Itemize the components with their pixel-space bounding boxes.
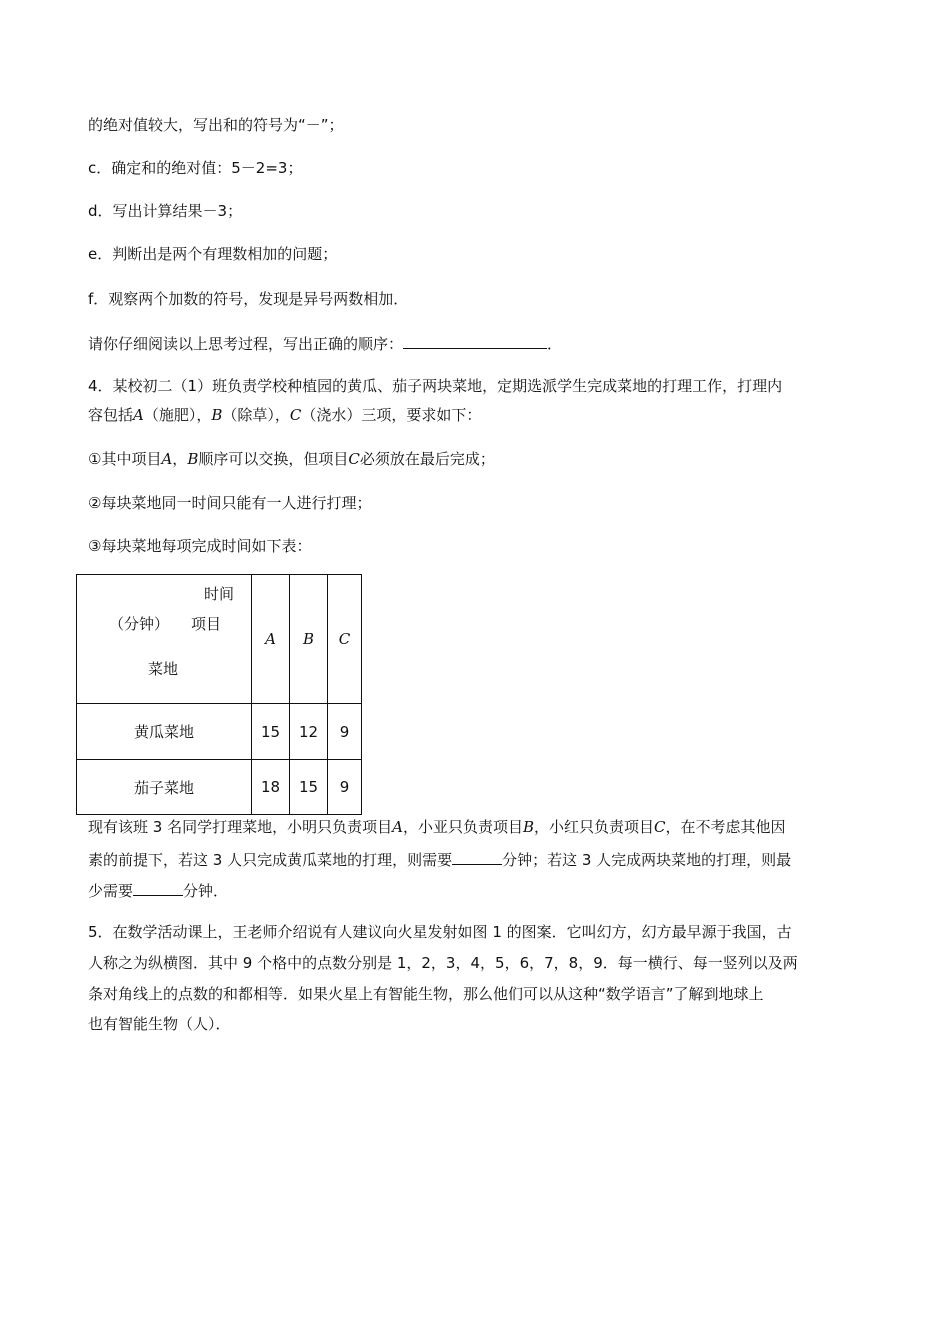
cucumber-minutes-blank[interactable] — [452, 848, 502, 865]
q4-rule-1 — [88, 448, 495, 470]
q4-text: ，小红只负责项目 — [533, 818, 654, 836]
col-header-c: C — [328, 575, 362, 704]
q5-line-4: 也有智能生物（人）． — [88, 1015, 231, 1033]
table-cell: 12 — [290, 704, 328, 760]
table-cell: 9 — [328, 704, 362, 760]
item-c-label: C — [348, 450, 360, 468]
q4-text: 现有该班 3 名同学打理菜地，小明只负责项目 — [88, 818, 393, 836]
step-f: f．观察两个加数的符号，发现是异号两数相加． — [88, 290, 409, 308]
item-a-label: A — [392, 818, 403, 836]
q4-text: 素的前提下，若这 3 人只完成黄瓜菜地的打理，则需要 — [88, 851, 453, 869]
header-time: 时间 — [204, 585, 235, 603]
q4-text: 容包括 — [88, 406, 134, 424]
table-cell: 15 — [290, 760, 328, 815]
q5-line-1: 5．在数学活动课上，王老师介绍说有人建议向火星发射如图 1 的图案．它叫幻方，幻方最早源于我国，古 — [88, 923, 792, 941]
q4-rule-3: ③每块菜地每项完成时间如下表： — [88, 537, 312, 555]
q4-rule-2: ②每块菜地同一时间只能有一人进行打理； — [88, 494, 372, 512]
item-a-label: A — [161, 450, 173, 468]
q4-scenario-3 — [88, 879, 228, 902]
order-prompt — [88, 332, 562, 355]
q4-text: 分钟；若这 3 人完成两块菜地的打理，则最 — [502, 851, 792, 869]
table-cell: 18 — [252, 760, 290, 815]
q5-line-2: 人称之为纵横图．其中 9 个格中的点数分别是 1，2，3，4，5，6，7，8，9．每一横行、每一竖列以及两 — [88, 954, 798, 972]
min-minutes-blank[interactable] — [133, 879, 183, 896]
q4-text: ， — [172, 450, 188, 468]
q4-text: （浇水）三项，要求如下： — [301, 406, 482, 424]
table-row — [77, 704, 362, 760]
q4-text: （施肥）， — [143, 406, 212, 424]
q4-text: （除草）， — [222, 406, 290, 424]
header-minutes: （分钟） — [109, 615, 170, 633]
text-line-sign: 的绝对值较大，写出和的符号为“－”； — [88, 116, 344, 134]
item-b-label: B — [187, 450, 199, 468]
table-cell: 15 — [252, 704, 290, 760]
q4-text: 必须放在最后完成； — [359, 450, 495, 468]
q4-text: 顺序可以交换，但项目 — [198, 450, 349, 468]
step-d: d．写出计算结果－3； — [88, 202, 243, 220]
item-a-label: A — [133, 406, 144, 424]
order-prompt-end: ． — [547, 335, 563, 353]
header-item: 项目 — [191, 615, 222, 633]
q4-scenario-2 — [88, 848, 791, 871]
table-row — [77, 760, 362, 815]
q4-text: ①其中项目 — [88, 450, 162, 468]
q4-scenario-1 — [88, 816, 786, 838]
order-answer-blank[interactable] — [403, 332, 547, 349]
col-header-a: A — [252, 575, 290, 704]
q4-text: 少需要 — [88, 882, 134, 900]
q4-text: ，小亚只负责项目 — [402, 818, 523, 836]
q4-text: ，在不考虑其他因 — [665, 818, 786, 836]
order-prompt-text: 请你仔细阅读以上思考过程，写出正确的顺序： — [88, 335, 404, 353]
step-c: c．确定和的绝对值：5－2=3； — [88, 159, 303, 177]
col-header-b: B — [290, 575, 328, 704]
item-c-label: C — [289, 406, 302, 424]
row-label-eggplant: 茄子菜地 — [77, 760, 252, 815]
step-e: e．判断出是两个有理数相加的问题； — [88, 245, 338, 263]
item-b-label: B — [522, 818, 534, 836]
table-header-corner — [77, 575, 252, 704]
q5-line-3: 条对角线上的点数的和都相等．如果火星上有智能生物，那么他们可以从这种“数学语言”了解到地球上 — [88, 985, 764, 1003]
header-field: 菜地 — [148, 660, 179, 678]
time-table — [76, 574, 362, 815]
row-label-cucumber: 黄瓜菜地 — [77, 704, 252, 760]
item-c-label: C — [654, 818, 666, 836]
table-cell: 9 — [328, 760, 362, 815]
item-b-label: B — [211, 406, 223, 424]
q4-line-1: 4．某校初二（1）班负责学校种植园的黄瓜、茄子两块菜地，定期选派学生完成菜地的打理工作，打理内 — [88, 377, 783, 395]
q4-line-2 — [88, 404, 481, 426]
q4-text: 分钟． — [183, 882, 229, 900]
